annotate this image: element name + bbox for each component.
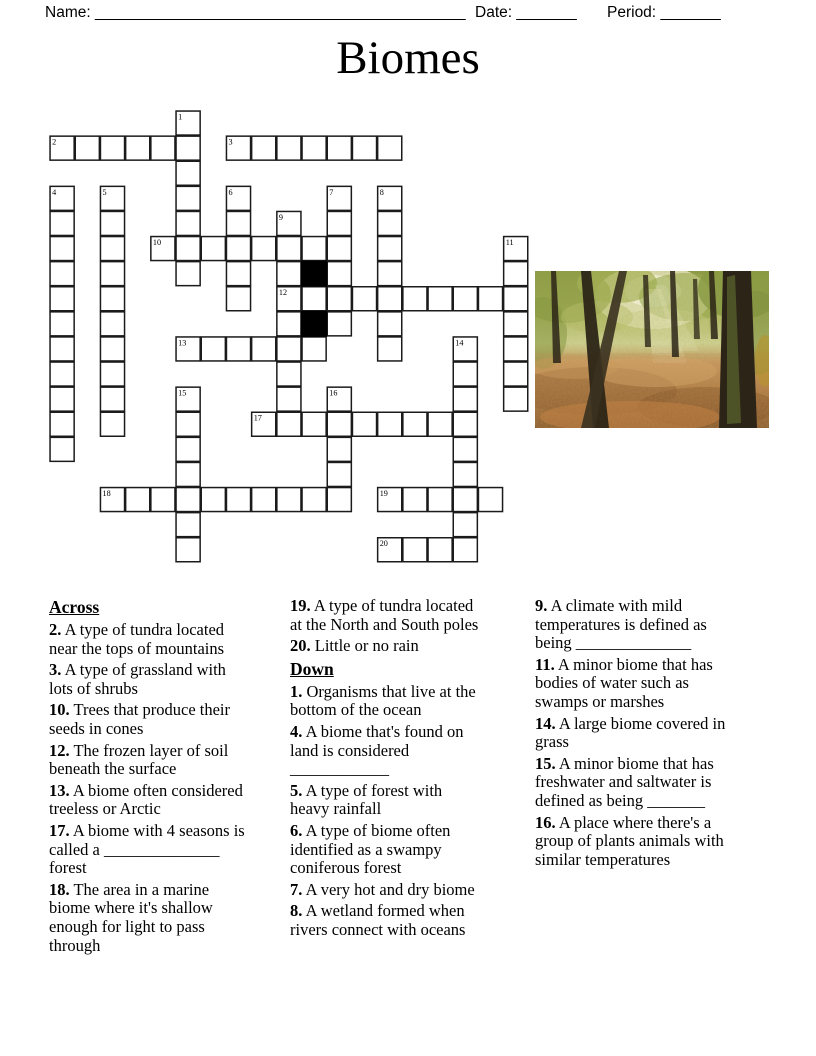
grid-number-3: 3 [228, 137, 233, 147]
grid-cell [252, 488, 276, 512]
grid-cell [176, 488, 200, 512]
grid-cell [378, 312, 402, 336]
grid-cell [302, 337, 326, 361]
grid-cell [453, 488, 477, 512]
grid-cell [302, 237, 326, 261]
grid-number-12: 12 [278, 288, 288, 298]
grid-cell [277, 312, 301, 336]
grid-number-2: 2 [52, 137, 57, 147]
clue-16: 16. A place where there's a group of plants animals with similar temperatures [535, 812, 724, 869]
grid-cell [504, 287, 528, 311]
clue-number: 11. [535, 654, 555, 674]
grid-cell [504, 337, 528, 361]
grid-number-11: 11 [505, 238, 514, 247]
grid-cell [277, 136, 301, 160]
name-label: Name: [45, 4, 91, 21]
clue-number: 19. [290, 596, 311, 615]
grid-cell [403, 412, 427, 436]
clue-9: 9. A climate with mild temperatures is defined as being ______________ [535, 596, 707, 653]
grid-cell [50, 337, 74, 361]
grid-cell [226, 237, 250, 261]
period-field [607, 4, 721, 22]
grid-cell [126, 488, 150, 512]
grid-cell [50, 437, 74, 461]
grid-cell [478, 488, 502, 512]
forest-photo [535, 271, 769, 428]
grid-cell [453, 412, 477, 436]
grid-cell [226, 488, 250, 512]
grid-cell [428, 488, 452, 512]
grid-cell [226, 337, 250, 361]
grid-number-10: 10 [152, 238, 162, 247]
clue-3: 3. A type of grassland with lots of shrubs [49, 660, 226, 698]
grid-cell [352, 136, 376, 160]
grid-cell [151, 136, 175, 160]
grid-number-7: 7 [329, 187, 334, 197]
clue-list [49, 597, 769, 958]
grid-cell [453, 287, 477, 311]
clue-number: 3. [49, 660, 62, 680]
grid-cell [378, 211, 402, 235]
clue-column-2 [290, 597, 535, 958]
grid-cell [100, 337, 124, 361]
clue-column-3 [535, 597, 769, 958]
grid-cell [176, 462, 200, 486]
grid-cell [50, 387, 74, 411]
grid-number-16: 16 [329, 388, 338, 398]
grid-cell [378, 337, 402, 361]
grid-cell [50, 362, 74, 386]
grid-black-cell [302, 311, 327, 336]
clue-column-1 [49, 597, 290, 958]
grid-cell [277, 362, 301, 386]
grid-cell [226, 287, 250, 311]
clue-14: 14. A large biome covered in grass [535, 713, 726, 752]
clue-15: 15. A minor biome that has freshwater and saltwater is defined as being _______ [535, 753, 714, 810]
page-title: Biomes [336, 32, 480, 84]
grid-number-1: 1 [178, 112, 183, 122]
clue-13: 13. A biome often considered treeless or Arctic [49, 780, 243, 819]
grid-cell [378, 136, 402, 160]
grid-cell [327, 262, 351, 286]
clue-section-header-down: Down [290, 658, 334, 679]
grid-cell [504, 362, 528, 386]
grid-cell [504, 262, 528, 286]
grid-cell [100, 412, 124, 436]
grid-number-14: 14 [455, 338, 464, 348]
grid-number-17: 17 [253, 413, 262, 423]
grid-cell [327, 412, 351, 436]
grid-cell [277, 337, 301, 361]
clue-1: 1. Organisms that live at the bottom of the ocean [290, 681, 476, 720]
grid-cell [252, 136, 276, 160]
period-label: Period: [607, 4, 657, 21]
grid-cell [252, 337, 276, 361]
grid-cell [100, 287, 124, 311]
clue-18: 18. The area in a marine biome where it's shallow enough for light to pass through [49, 879, 213, 955]
grid-cell [151, 488, 175, 512]
grid-cell [453, 462, 477, 486]
clue-number: 10. [49, 700, 70, 720]
grid-cell [277, 412, 301, 436]
name-field [45, 4, 466, 22]
clue-number: 8. [290, 901, 303, 921]
grid-number-20: 20 [379, 539, 388, 549]
grid-number-5: 5 [102, 187, 107, 197]
grid-cell [75, 136, 99, 160]
clue-20: 20. Little or no rain [290, 636, 419, 656]
grid-cell [327, 312, 351, 336]
clue-number: 2. [49, 620, 62, 639]
grid-number-9: 9 [278, 212, 283, 222]
clue-number: 9. [535, 596, 548, 615]
grid-cell [176, 538, 200, 562]
grid-cell [176, 412, 200, 436]
clue-number: 15. [535, 753, 556, 773]
grid-cell [428, 287, 452, 311]
grid-cell [176, 186, 200, 210]
clue-number: 20. [290, 636, 311, 656]
grid-cell [50, 237, 74, 261]
clue-number: 18. [49, 879, 70, 899]
clue-number: 13. [49, 780, 70, 800]
clue-number: 1. [290, 681, 303, 701]
grid-cell [403, 287, 427, 311]
date-field [475, 4, 577, 22]
grid-cell [302, 287, 326, 311]
grid-cell [453, 437, 477, 461]
grid-number-8: 8 [379, 187, 384, 197]
grid-cell [277, 387, 301, 411]
grid-cell [176, 262, 200, 286]
clue-section-header-across: Across [49, 597, 100, 617]
grid-cell [403, 488, 427, 512]
clue-4: 4. A biome that's found on land is considered ____________ [290, 721, 464, 779]
clue-11: 11. A minor biome that has bodies of water such as swamps or marshes [535, 654, 713, 711]
grid-cell [176, 136, 200, 160]
grid-cell [453, 387, 477, 411]
grid-cell [226, 262, 250, 286]
grid-cell [176, 513, 200, 537]
date-blank-line: _______ [516, 4, 577, 21]
clue-number: 6. [290, 820, 303, 840]
grid-cell [50, 412, 74, 436]
grid-cell [100, 237, 124, 261]
clue-number: 16. [535, 812, 556, 832]
grid-cell [428, 538, 452, 562]
grid-cell [428, 412, 452, 436]
grid-cell [403, 538, 427, 562]
clue-19: 19. A type of tundra located at the North and South poles [290, 596, 479, 634]
grid-cell [327, 488, 351, 512]
grid-cell [252, 237, 276, 261]
clue-number: 14. [535, 713, 556, 733]
clue-number: 12. [49, 740, 70, 760]
grid-cell [201, 237, 225, 261]
clue-2: 2. A type of tundra located near the tops of mountains [49, 620, 225, 658]
grid-number-13: 13 [178, 338, 187, 348]
clue-8: 8. A wetland formed when rivers connect with oceans [290, 901, 466, 939]
grid-cell [50, 211, 74, 235]
grid-black-cell [302, 261, 327, 286]
grid-number-4: 4 [52, 187, 57, 197]
grid-cell [327, 462, 351, 486]
grid-cell [277, 237, 301, 261]
grid-cell [453, 513, 477, 537]
grid-cell [378, 412, 402, 436]
crossword-grid-svg [48, 109, 530, 564]
grid-cell [327, 437, 351, 461]
crossword-grid [48, 109, 530, 569]
grid-cell [378, 287, 402, 311]
grid-cell [327, 287, 351, 311]
grid-cell [201, 488, 225, 512]
grid-cell [327, 136, 351, 160]
grid-cell [504, 312, 528, 336]
clue-10: 10. Trees that produce their seeds in cones [49, 700, 231, 738]
grid-cell [302, 136, 326, 160]
grid-cell [126, 136, 150, 160]
grid-cell [453, 538, 477, 562]
grid-cell [302, 488, 326, 512]
grid-cell [100, 262, 124, 286]
grid-cell [327, 237, 351, 261]
grid-cell [327, 211, 351, 235]
grid-cell [201, 337, 225, 361]
grid-number-19: 19 [379, 489, 388, 498]
grid-cell [100, 211, 124, 235]
grid-cell [478, 287, 502, 311]
period-blank-line: _______ [660, 4, 721, 21]
clue-number: 7. [290, 879, 303, 899]
name-blank-line: ___________________________________________ [94, 4, 466, 21]
grid-cell [100, 312, 124, 336]
clue-number: 4. [290, 721, 303, 741]
grid-cell [176, 211, 200, 235]
grid-cell [50, 262, 74, 286]
clue-12: 12. The frozen layer of soil beneath the surface [49, 740, 229, 779]
grid-cell [176, 437, 200, 461]
grid-cell [100, 387, 124, 411]
forest-photo-illustration [535, 271, 769, 428]
clue-number: 5. [290, 780, 303, 800]
grid-cell [50, 287, 74, 311]
grid-cell [302, 412, 326, 436]
grid-cell [50, 312, 74, 336]
clue-17: 17. A biome with 4 seasons is called a ______________ forest [49, 820, 245, 878]
clue-7: 7. A very hot and dry biome [290, 879, 475, 899]
grid-cell [352, 412, 376, 436]
grid-number-18: 18 [102, 489, 111, 498]
grid-cell [226, 211, 250, 235]
grid-number-6: 6 [228, 187, 233, 197]
grid-cell [100, 136, 124, 160]
clue-5: 5. A type of forest with heavy rainfall [290, 780, 443, 819]
grid-cell [378, 237, 402, 261]
grid-number-15: 15 [178, 388, 187, 398]
grid-cell [176, 161, 200, 185]
grid-cell [100, 362, 124, 386]
grid-cell [277, 488, 301, 512]
grid-cell [378, 262, 402, 286]
grid-cell [453, 362, 477, 386]
clue-6: 6. A type of biome often identified as a swampy coniferous forest [290, 820, 451, 878]
grid-cell [504, 387, 528, 411]
grid-cell [352, 287, 376, 311]
date-label: Date: [475, 4, 513, 21]
clue-number: 17. [49, 820, 70, 840]
grid-cell [176, 237, 200, 261]
grid-cell [277, 262, 301, 286]
